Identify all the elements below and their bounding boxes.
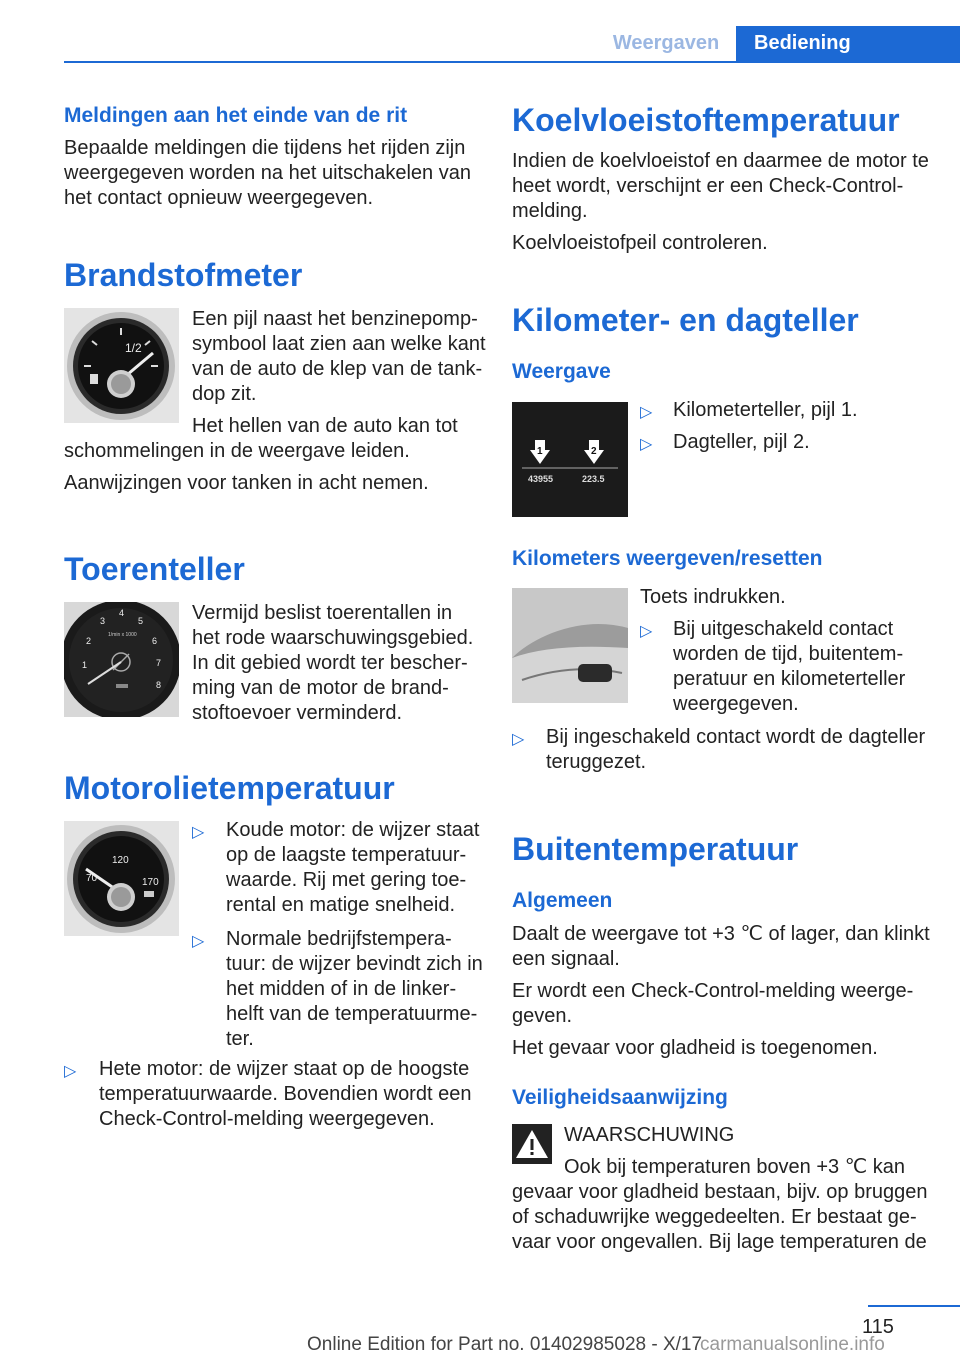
footer-rule <box>868 1305 960 1307</box>
reset-button-image <box>512 588 628 703</box>
fuel-gauge-label: 1/2 <box>125 341 142 355</box>
warning-icon <box>512 1124 552 1164</box>
para-alg-2: een signaal. <box>512 948 620 970</box>
svg-text:2: 2 <box>591 446 597 457</box>
bullet-olie-3-line-3: Check-Control-melding weergegeven. <box>99 1108 435 1130</box>
bullet-icon: ▷ <box>192 933 205 950</box>
heading-veiligheidsaanwijzing: Veiligheidsaanwijzing <box>512 1086 728 1109</box>
tachometer-image <box>64 602 179 717</box>
header-rule <box>64 61 960 63</box>
warning-text-3: of schaduwrijke weggedeelten. Er bestaat ge- <box>512 1206 917 1228</box>
bullet-olie-2-line-4: helft van de temperatuurme- <box>226 1003 478 1025</box>
para-toeren-1: Vermijd beslist toerentallen in <box>192 602 453 624</box>
heading-toerenteller: Toerenteller <box>64 551 245 587</box>
tacho-label-1: 1 <box>82 660 88 670</box>
odometer-image <box>512 402 628 517</box>
bullet-icon: ▷ <box>512 731 525 748</box>
para-brandstof-7: Aanwijzingen voor tanken in acht nemen. <box>64 472 429 494</box>
para-brandstof-1: Een pijl naast het benzinepomp- <box>192 308 478 330</box>
heading-koelvloeistoftemperatuur: Koelvloeistoftemperatuur <box>512 102 900 138</box>
bullet-olie-2-line-1: Normale bedrijfstempera- <box>226 928 452 950</box>
bullet-olie-3-line-1: Hete motor: de wijzer staat op de hoogste <box>99 1058 470 1080</box>
heading-algemeen: Algemeen <box>512 889 613 912</box>
tab-bediening: Bediening <box>736 26 960 61</box>
para-koel-1: Indien de koelvloeistof en daarmee de motor te <box>512 150 929 172</box>
bullet-reset-1-line-3: peratuur en kilometerteller <box>673 668 906 690</box>
para-koel-3: melding. <box>512 200 588 222</box>
bullet-olie-1-line-1: Koude motor: de wijzer staat <box>226 819 480 841</box>
para-brandstof-4: dop zit. <box>192 383 257 405</box>
fuel-gauge-image <box>64 308 179 423</box>
bullet-olie-2-line-2: tuur: de wijzer bevindt zich in <box>226 953 483 975</box>
para-reset: Toets indrukken. <box>640 586 786 608</box>
tacho-label-8: 8 <box>156 680 162 690</box>
tacho-label-2: 2 <box>86 636 92 646</box>
odometer-value: 43955 <box>528 474 554 484</box>
para-brandstof-2: symbool laat zien aan welke kant <box>192 333 486 355</box>
bullet-icon: ▷ <box>640 404 653 421</box>
bullet-icon: ▷ <box>640 623 653 640</box>
bullet-reset-1-line-4: weergegeven. <box>673 693 799 715</box>
warning-text-1: Ook bij temperaturen boven +3 ℃ kan <box>564 1156 905 1178</box>
para-toeren-3: In dit gebied wordt ter bescher- <box>192 652 468 674</box>
tacho-label-5: 5 <box>138 616 144 626</box>
bullet-icon: ▷ <box>640 436 653 453</box>
para-alg-3: Er wordt een Check-Control-melding weerge- <box>512 980 914 1002</box>
oil-label-70: 70 <box>86 873 98 884</box>
tab-weergaven: Weergaven <box>612 32 720 54</box>
para-toeren-4: ming van de motor de brand- <box>192 677 449 699</box>
bullet-reset-1-line-1: Bij uitgeschakeld contact <box>673 618 894 640</box>
para-brandstof-3: van de auto de klep van de tank- <box>192 358 483 380</box>
para-toeren-5: stoftoevoer verminderd. <box>192 702 403 724</box>
bullet-reset-2-line-2: teruggezet. <box>546 751 647 773</box>
heading-kilometer-dagteller: Kilometer- en dagteller <box>512 302 859 338</box>
heading-meldingen: Meldingen aan het einde van de rit <box>64 104 408 127</box>
heading-brandstofmeter: Brandstofmeter <box>64 257 303 293</box>
para-alg-1: Daalt de weergave tot +3 ℃ of lager, dan klinkt <box>512 923 930 945</box>
para-brandstof-5: Het hellen van de auto kan tot <box>192 415 458 437</box>
bullet-olie-2-line-5: ter. <box>226 1028 254 1050</box>
warning-text-4: vaar voor ongevallen. Bij lage temperaturen de <box>512 1231 927 1253</box>
tacho-unit: 1/min x 1000 <box>108 632 137 638</box>
tacho-label-3: 3 <box>100 616 106 626</box>
para-alg-5: Het gevaar voor gladheid is toegenomen. <box>512 1037 878 1059</box>
bullet-olie-1-line-3: waarde. Rij met gering toe- <box>226 869 467 891</box>
bullet-icon: ▷ <box>192 824 205 841</box>
bullet-icon: ▷ <box>64 1063 77 1080</box>
bullet-olie-2-line-3: het midden of in de linker- <box>226 978 457 1000</box>
bullet-reset-1-line-2: worden de tijd, buitentem- <box>673 643 904 665</box>
para-alg-4: geven. <box>512 1005 573 1027</box>
tripmeter-value: 223.5 <box>582 474 605 484</box>
watermark: carmanualsonline.info <box>700 1334 885 1355</box>
para-meldingen-2: weergegeven worden na het uitschakelen van <box>64 162 471 184</box>
para-brandstof-6: schommelingen in de weergave leiden. <box>64 440 410 462</box>
warning-text-2: gevaar voor gladheid bestaan, bijv. op bruggen <box>512 1181 928 1203</box>
tacho-label-7: 7 <box>156 658 162 668</box>
oil-label-120: 120 <box>112 855 129 866</box>
bullet-olie-1-line-4: rental en matige snelheid. <box>226 894 456 916</box>
svg-text:1: 1 <box>537 446 543 457</box>
heading-buitentemperatuur: Buitentemperatuur <box>512 831 799 867</box>
para-toeren-2: het rode waarschuwingsgebied. <box>192 627 474 649</box>
page-number: 115 <box>862 1316 894 1338</box>
tacho-label-6: 6 <box>152 636 158 646</box>
bullet-olie-1-line-2: op de laagste temperatuur- <box>226 844 467 866</box>
bullet-km-1: Kilometerteller, pijl 1. <box>673 399 858 421</box>
heading-weergave: Weergave <box>512 360 611 383</box>
bullet-km-2: Dagteller, pijl 2. <box>673 431 810 453</box>
para-meldingen-3: het contact opnieuw weergegeven. <box>64 187 374 209</box>
bullet-olie-3-line-2: temperatuurwaarde. Bovendien wordt een <box>99 1083 472 1105</box>
para-koel-2: heet wordt, verschijnt er een Check-Control- <box>512 175 904 197</box>
oil-temperature-gauge-image <box>64 821 179 936</box>
para-koel-4: Koelvloeistofpeil controleren. <box>512 232 768 254</box>
oil-label-170: 170 <box>142 877 159 888</box>
warning-title: WAARSCHUWING <box>564 1124 735 1146</box>
heading-kilometers-resetten: Kilometers weergeven/resetten <box>512 547 823 570</box>
bullet-reset-2-line-1: Bij ingeschakeld contact wordt de dagteller <box>546 726 926 748</box>
tacho-label-4: 4 <box>119 608 125 618</box>
para-meldingen-1: Bepaalde meldingen die tijdens het rijden zijn <box>64 137 466 159</box>
heading-motorolietemperatuur: Motorolietemperatuur <box>64 770 395 806</box>
footer-edition: Online Edition for Part no. 01402985028 - X/17 <box>307 1334 703 1355</box>
